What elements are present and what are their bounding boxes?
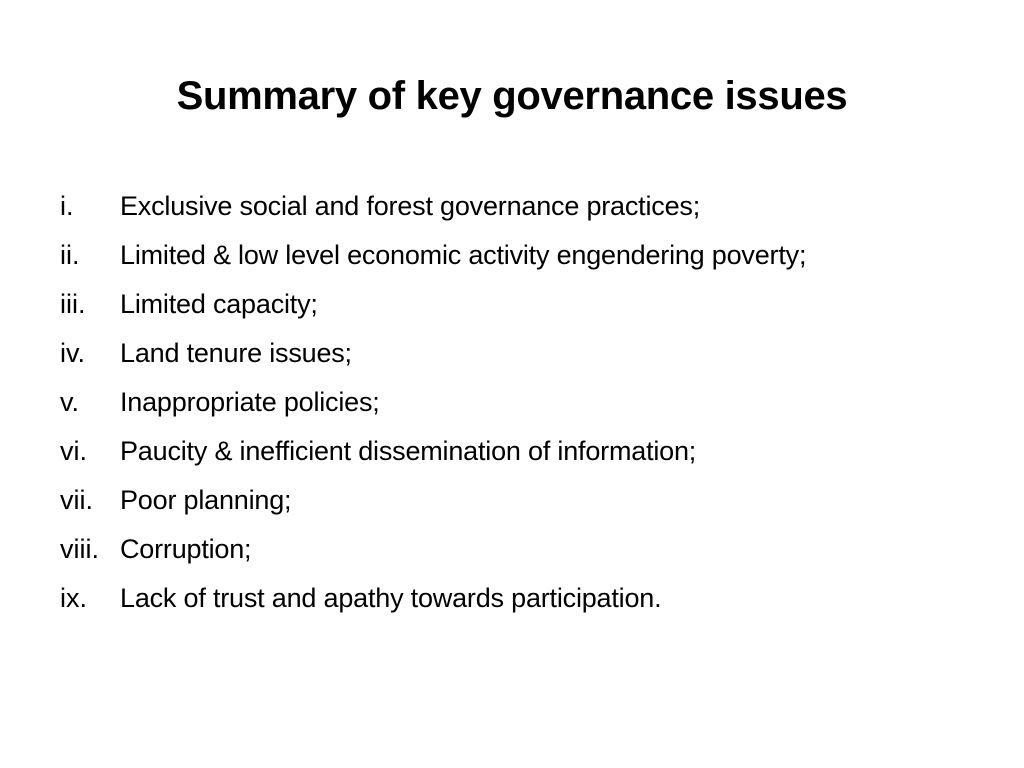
list-item bbox=[60, 574, 1000, 623]
list-item bbox=[60, 378, 1000, 427]
list-item-number: vii. bbox=[60, 485, 93, 515]
list-item bbox=[60, 329, 1000, 378]
list-item-text: Limited & low level economic activity engendering poverty; bbox=[120, 240, 807, 270]
list-item-text: Poor planning; bbox=[120, 485, 292, 515]
list-item-number: i. bbox=[60, 191, 74, 221]
slide-title: Summary of key governance issues bbox=[176, 74, 848, 118]
list-item bbox=[60, 427, 1000, 476]
issue-list bbox=[60, 182, 1000, 623]
list-item-text: Corruption; bbox=[120, 534, 252, 564]
list-item-number: iv. bbox=[60, 338, 85, 368]
list-item-text: Limited capacity; bbox=[120, 289, 318, 319]
list-item bbox=[60, 231, 1000, 280]
list-item bbox=[60, 182, 1000, 231]
list-item-number: ii. bbox=[60, 240, 80, 270]
list-item-number: viii. bbox=[60, 534, 99, 564]
list-item-number: v. bbox=[60, 387, 79, 417]
list-item bbox=[60, 476, 1000, 525]
list-item-text: Exclusive social and forest governance practices; bbox=[120, 191, 700, 221]
list-item bbox=[60, 280, 1000, 329]
list-item bbox=[60, 525, 1000, 574]
list-item-number: iii. bbox=[60, 289, 86, 319]
list-item-text: Paucity & inefficient dissemination of information; bbox=[120, 436, 697, 466]
list-item-number: vi. bbox=[60, 436, 87, 466]
list-item-text: Land tenure issues; bbox=[120, 338, 352, 368]
list-item-number: ix. bbox=[60, 583, 87, 613]
list-item-text: Inappropriate policies; bbox=[120, 387, 380, 417]
list-item-text: Lack of trust and apathy towards participation. bbox=[120, 583, 662, 613]
